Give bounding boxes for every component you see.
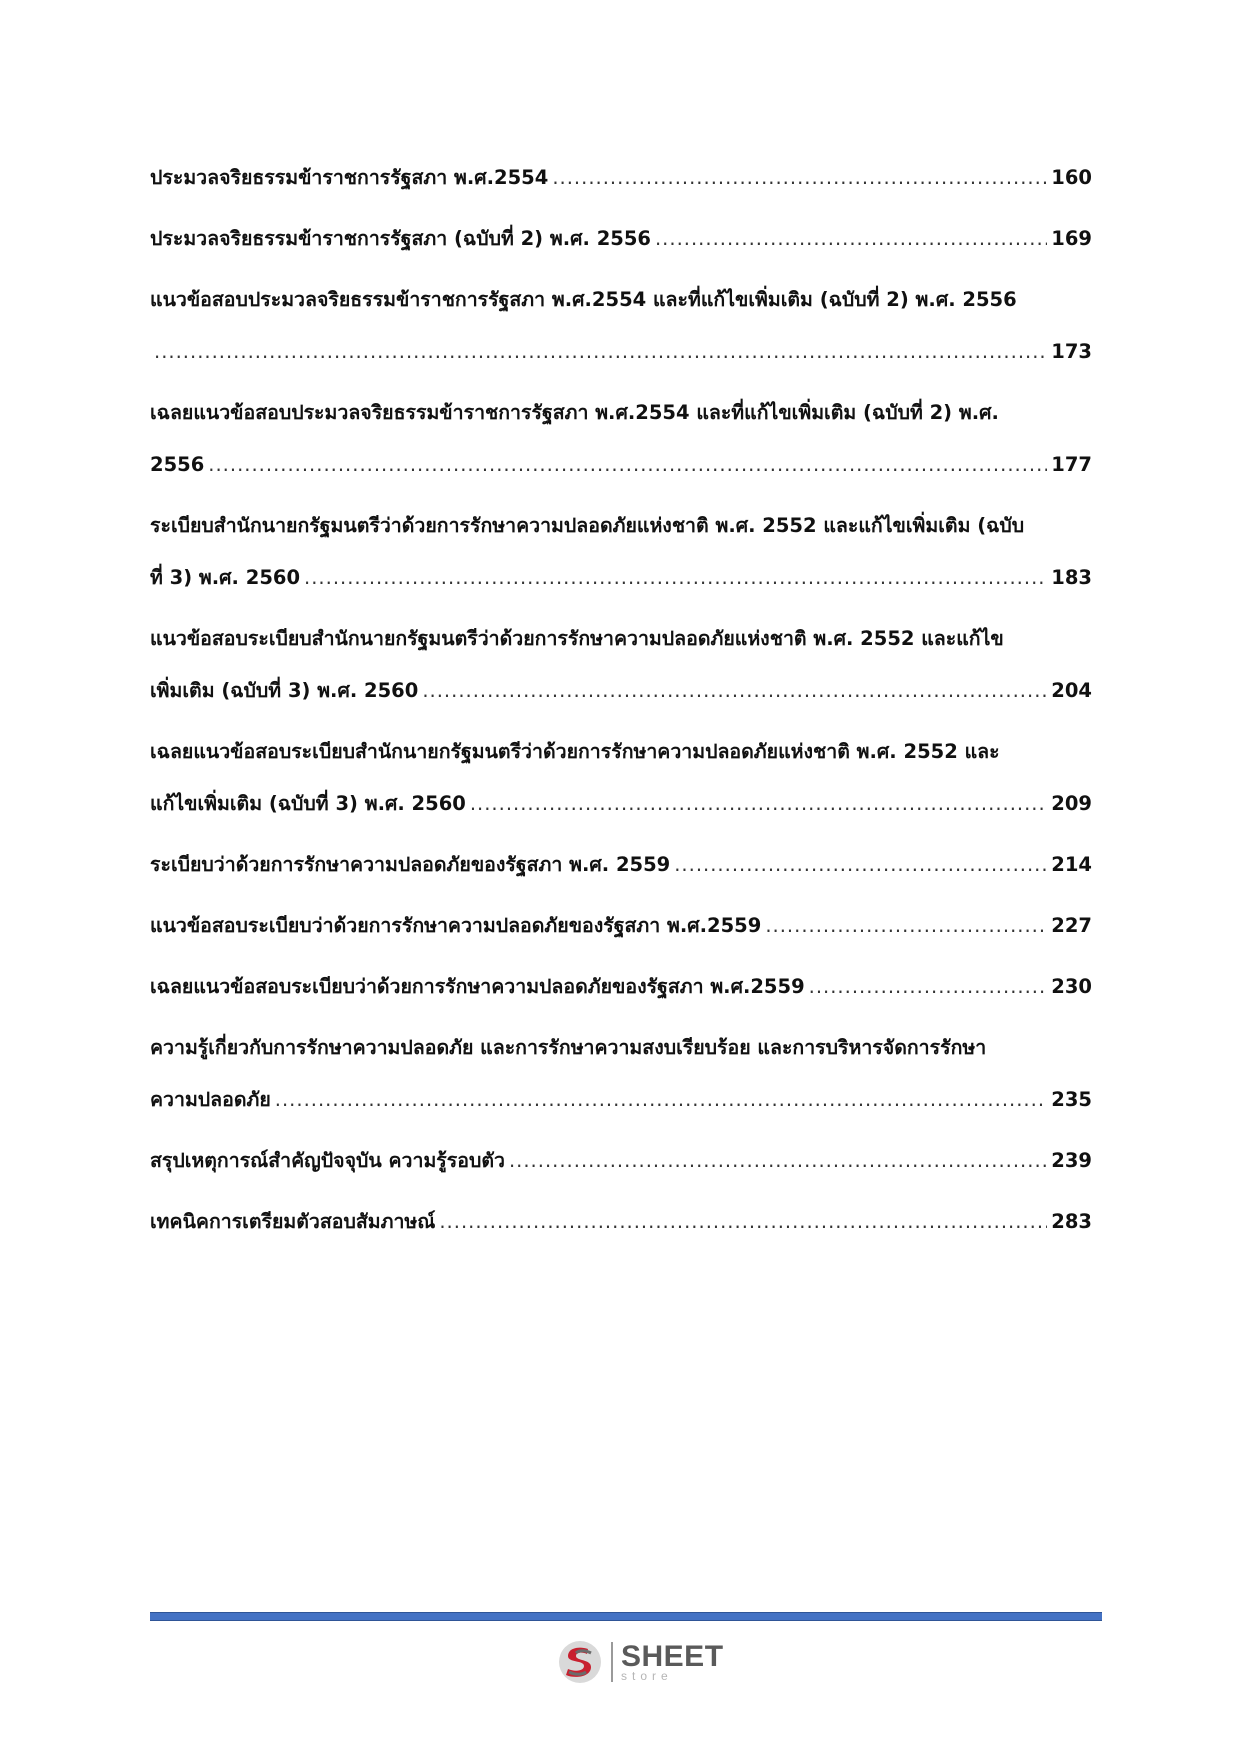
toc-entry-leader-line xyxy=(150,552,1092,604)
toc-page-number: 230 xyxy=(1051,975,1092,998)
toc-entry-leader-line xyxy=(150,152,1092,204)
logo-sub-text: store xyxy=(621,1669,673,1683)
toc-entry-leader-line xyxy=(150,665,1092,717)
toc-entry[interactable] xyxy=(150,1135,1092,1187)
toc-page-number: 183 xyxy=(1051,566,1092,589)
toc-entry[interactable] xyxy=(150,152,1092,204)
toc-entry-title: ประมวลจริยธรรมข้าราชการรัฐสภา (ฉบับที่ 2) พ.ศ. 2556 xyxy=(150,227,651,250)
toc-page-number: 160 xyxy=(1051,166,1092,189)
dot-leader xyxy=(154,326,1047,378)
toc-entry-leader-line xyxy=(150,213,1092,265)
toc-entry[interactable] xyxy=(150,839,1092,891)
dot-leader xyxy=(509,1135,1047,1187)
toc-page-number: 173 xyxy=(1051,340,1092,363)
toc-entry-leader-line xyxy=(150,778,1092,830)
toc-entry-leader-line xyxy=(150,439,1092,491)
toc-entry-leader-line xyxy=(150,1074,1092,1126)
sheetstore-logo xyxy=(555,1635,724,1689)
logo-main-text: SHEET xyxy=(621,1640,724,1673)
toc-entry[interactable] xyxy=(150,961,1092,1013)
toc-entry-title: 2556 xyxy=(150,453,205,476)
dot-leader xyxy=(765,900,1047,952)
dot-leader xyxy=(422,665,1047,717)
toc-entry[interactable] xyxy=(150,213,1092,265)
toc-page-number: 227 xyxy=(1051,914,1092,937)
toc-entry-title: ประมวลจริยธรรมข้าราชการรัฐสภา พ.ศ.2554 xyxy=(150,166,549,189)
table-of-contents xyxy=(150,152,1092,1257)
footer-divider xyxy=(150,1612,1102,1621)
toc-entry-leader-line xyxy=(150,1196,1092,1248)
toc-entry[interactable] xyxy=(150,387,1092,491)
toc-page-number: 169 xyxy=(1051,227,1092,250)
toc-entry-title-line: แนวข้อสอบระเบียบสำนักนายกรัฐมนตรีว่าด้วยการรักษาความปลอดภัยแห่งชาติ พ.ศ. 2552 และแก้ไข xyxy=(150,627,1004,650)
toc-page-number: 204 xyxy=(1051,679,1092,702)
dot-leader xyxy=(552,152,1047,204)
toc-entry-title: ความปลอดภัย xyxy=(150,1088,271,1111)
toc-entry-title: แนวข้อสอบระเบียบว่าด้วยการรักษาความปลอดภัยของรัฐสภา พ.ศ.2559 xyxy=(150,914,762,937)
toc-entry-leader-line xyxy=(150,900,1092,952)
toc-page-number: 239 xyxy=(1051,1149,1092,1172)
toc-entry[interactable] xyxy=(150,900,1092,952)
toc-entry[interactable] xyxy=(150,726,1092,830)
toc-entry-title-line: ความรู้เกี่ยวกับการรักษาความปลอดภัย และการรักษาความสงบเรียบร้อย และการบริหารจัดการรักษา xyxy=(150,1036,987,1059)
logo-separator xyxy=(611,1642,613,1682)
dot-leader xyxy=(208,439,1047,491)
toc-entry-title: เพิ่มเติม (ฉบับที่ 3) พ.ศ. 2560 xyxy=(150,679,419,702)
toc-entry-title: ที่ 3) พ.ศ. 2560 xyxy=(150,566,301,589)
toc-entry-title: สรุปเหตุการณ์สำคัญปัจจุบัน ความรู้รอบตัว xyxy=(150,1149,505,1172)
dot-leader xyxy=(655,213,1047,265)
dot-leader xyxy=(809,961,1048,1013)
toc-entry-title-line: ระเบียบสำนักนายกรัฐมนตรีว่าด้วยการรักษาความปลอดภัยแห่งชาติ พ.ศ. 2552 และแก้ไขเพิ่มเติม (ฉบับ xyxy=(150,514,1025,537)
toc-entry-title: เทคนิคการเตรียมตัวสอบสัมภาษณ์ xyxy=(150,1210,436,1233)
toc-entry-title-line: แนวข้อสอบประมวลจริยธรรมข้าราชการรัฐสภา พ.ศ.2554 และที่แก้ไขเพิ่มเติม (ฉบับที่ 2) พ.ศ. 2556 xyxy=(150,288,1017,311)
toc-entry-title: แก้ไขเพิ่มเติม (ฉบับที่ 3) พ.ศ. 2560 xyxy=(150,792,466,815)
toc-entry-leader-line xyxy=(150,1135,1092,1187)
toc-entry-leader-line xyxy=(150,326,1092,378)
dot-leader xyxy=(275,1074,1048,1126)
toc-entry[interactable] xyxy=(150,500,1092,604)
toc-page-number: 283 xyxy=(1051,1210,1092,1233)
toc-entry[interactable] xyxy=(150,274,1092,378)
dot-leader xyxy=(304,552,1047,604)
toc-entry-leader-line xyxy=(150,839,1092,891)
toc-page-number: 209 xyxy=(1051,792,1092,815)
dot-leader xyxy=(674,839,1047,891)
dot-leader xyxy=(439,1196,1047,1248)
toc-entry-leader-line xyxy=(150,961,1092,1013)
toc-entry-title-line: เฉลยแนวข้อสอบระเบียบสำนักนายกรัฐมนตรีว่าด้วยการรักษาความปลอดภัยแห่งชาติ พ.ศ. 2552 และ xyxy=(150,740,1000,763)
toc-entry-title-line: เฉลยแนวข้อสอบประมวลจริยธรรมข้าราชการรัฐสภา พ.ศ.2554 และที่แก้ไขเพิ่มเติม (ฉบับที่ 2) พ.ศ. xyxy=(150,401,999,424)
toc-entry[interactable] xyxy=(150,1196,1092,1248)
toc-page-number: 177 xyxy=(1051,453,1092,476)
logo-wordmark xyxy=(621,1642,724,1682)
toc-page-number: 214 xyxy=(1051,853,1092,876)
dot-leader xyxy=(470,778,1047,830)
sheetstore-logo-icon xyxy=(555,1637,605,1687)
toc-entry[interactable] xyxy=(150,613,1092,717)
toc-entry-title: ระเบียบว่าด้วยการรักษาความปลอดภัยของรัฐสภา พ.ศ. 2559 xyxy=(150,853,671,876)
toc-entry[interactable] xyxy=(150,1022,1092,1126)
toc-entry-title: เฉลยแนวข้อสอบระเบียบว่าด้วยการรักษาความปลอดภัยของรัฐสภา พ.ศ.2559 xyxy=(150,975,805,998)
toc-page-number: 235 xyxy=(1051,1088,1092,1111)
